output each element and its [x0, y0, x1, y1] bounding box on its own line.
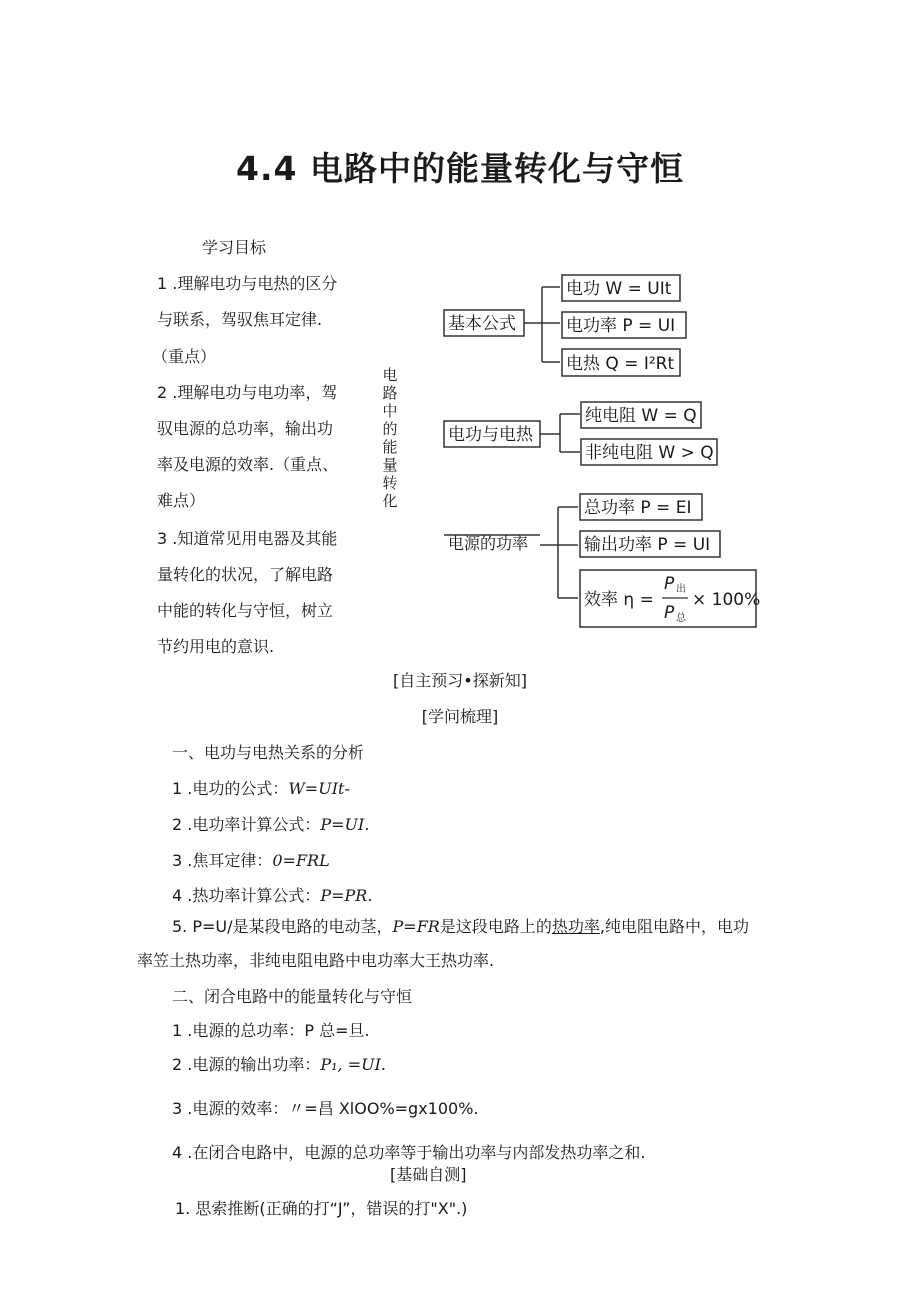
efficiency-denominator: P [664, 603, 675, 623]
list-item: 3 .焦耳定律：0=FRL [172, 851, 330, 870]
objective-line: 驭电源的总功率，输出功 [157, 419, 334, 438]
list-item: 1 .电源的总功率：P 总=旦. [172, 1021, 370, 1040]
section-header-knowledge: [学问梳理] [421, 707, 499, 726]
formula-box: 非纯电阻 W > Q [585, 443, 714, 463]
list-item: 2 .电功率计算公式：P=UI. [172, 815, 370, 834]
formula-box: 电功 W = UIt [566, 279, 672, 299]
part1-heading: 一、电功与电热关系的分析 [172, 743, 365, 762]
objective-line: 3 .知道常见用电器及其能 [157, 529, 338, 548]
list-item: 3 .电源的效率：〃=昌 XlOO%=gx100%. [172, 1099, 479, 1118]
objective-line: 2 .理解电功与电功率，驾 [157, 383, 338, 402]
formula-box: 总功率 P = EI [584, 498, 692, 518]
efficiency-suffix: × 100% [692, 590, 761, 610]
list-item: 2 .电源的输出功率：P₁, =UI. [172, 1055, 387, 1074]
list-item: 4 .热功率计算公式：P=PR. [172, 886, 373, 905]
list-item: 1 .电功的公式：W=UIt- [172, 779, 350, 798]
objective-line: 1 .理解电功与电热的区分 [157, 274, 338, 293]
formula-box: 电热 Q = I²Rt [566, 354, 675, 374]
objectives-heading: 学习目标 [202, 238, 267, 257]
formula-box: 纯电阻 W = Q [585, 406, 697, 426]
efficiency-denominator-sub: 总 [676, 613, 686, 624]
objective-line: 中能的转化与守恒，树立 [157, 601, 334, 620]
list-item-continuation: 率笠土热功率，非纯电阻电路中电功率大王热功率. [137, 951, 495, 970]
list-item: 5. P=U/是某段电路的电动茎，P=FR是这段电路上的热功率,纯电阻电路中，电功 [172, 917, 749, 936]
list-item: 4 .在闭合电路中，电源的总功率等于输出功率与内部发热功率之和. [172, 1143, 646, 1162]
section-header-preview: [自主预习•探新知] [393, 671, 527, 690]
part2-heading: 二、闭合电路中的能量转化与守恒 [172, 987, 413, 1006]
formula-box: 电功率 P = UI [566, 316, 676, 336]
concept-map-diagram [430, 262, 770, 636]
objective-line: 与联系，驾驭焦耳定律. [157, 310, 323, 329]
group-label: 电功与电热 [448, 425, 533, 445]
efficiency-prefix: 效率 η = [584, 590, 654, 610]
diagram-vertical-label: 电 路 中 的 能 量 转 化 [382, 366, 398, 510]
objective-line: （重点） [152, 347, 217, 366]
selftest-question: 1. 思索推断(正确的打“J”，错误的打"X".) [175, 1199, 468, 1218]
objective-line: 节约用电的意识. [157, 637, 275, 656]
group-label: 基本公式 [448, 314, 516, 334]
efficiency-numerator-sub: 出 [676, 584, 686, 595]
section-header-selftest: [基础自测] [390, 1165, 467, 1184]
group-label: 电源的功率 [448, 534, 529, 553]
page-title: 4.4 电路中的能量转化与守恒 [236, 149, 684, 188]
objective-line: 难点） [157, 491, 206, 510]
formula-box: 输出功率 P = UI [584, 535, 711, 555]
objective-line: 量转化的状况，了解电路 [157, 565, 334, 584]
efficiency-numerator: P [664, 574, 675, 594]
objective-line: 率及电源的效率.（重点、 [157, 455, 339, 474]
